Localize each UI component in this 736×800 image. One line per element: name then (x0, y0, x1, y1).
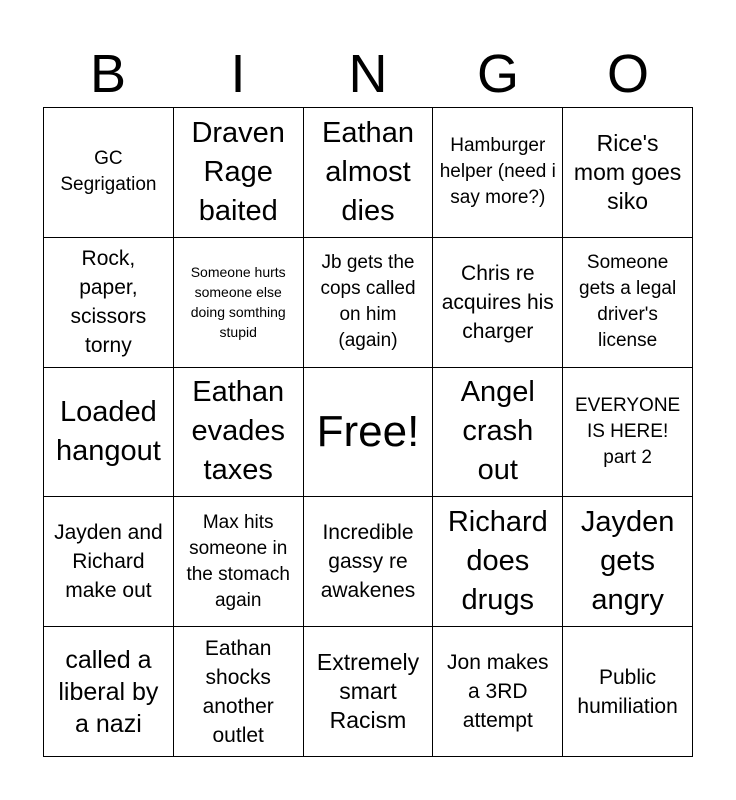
bingo-cell[interactable] (563, 238, 693, 368)
cell-text: called a liberal by a nazi (58, 645, 159, 738)
cell-text: Incredible gassy re awakenes (320, 521, 416, 603)
bingo-cell[interactable] (433, 627, 563, 757)
cell-text: Angel crash out (460, 376, 535, 487)
cell-text: Extremely smart Racism (316, 649, 420, 734)
bingo-cell[interactable] (44, 238, 174, 368)
cell-text: Hamburger helper (need i say more?) (439, 135, 556, 209)
cell-text: Max hits someone in the stomach again (186, 511, 290, 611)
bingo-cell[interactable] (174, 627, 304, 757)
cell-text: Chris re acquires his charger (441, 261, 554, 343)
header-letter-n: N (348, 44, 388, 104)
free-space-cell[interactable] (304, 368, 434, 498)
cell-text: Eathan almost dies (322, 116, 414, 227)
cell-text: Someone hurts someone else doing somthing stupid (190, 264, 286, 341)
cell-text: Someone gets a legal driver's license (579, 252, 677, 352)
cell-text: Draven Rage baited (191, 116, 285, 227)
bingo-cell[interactable] (433, 368, 563, 498)
bingo-header (43, 40, 693, 108)
header-letter-g: G (476, 44, 519, 104)
cell-text: Jayden and Richard make out (54, 521, 163, 603)
cell-text: Eathan shocks another outlet (202, 636, 274, 747)
free-space-text: Free! (316, 406, 420, 456)
header-letter-b: B (89, 44, 127, 104)
bingo-cell[interactable] (563, 497, 693, 627)
bingo-cell[interactable] (304, 497, 434, 627)
bingo-cell[interactable] (174, 368, 304, 498)
bingo-cell[interactable] (304, 238, 434, 368)
cell-text: Public humiliation (577, 665, 678, 718)
bingo-cell[interactable] (174, 238, 304, 368)
bingo-cell[interactable] (174, 108, 304, 238)
bingo-cell[interactable] (563, 108, 693, 238)
cell-text: Jon makes a 3RD attempt (447, 651, 549, 733)
cell-text: Loaded hangout (55, 395, 161, 467)
bingo-cell[interactable] (44, 627, 174, 757)
cell-text: Rock, paper, scissors torny (70, 247, 147, 358)
bingo-cell[interactable] (433, 108, 563, 238)
cell-text: Rice's mom goes siko (573, 129, 682, 214)
bingo-cell[interactable] (304, 627, 434, 757)
bingo-cell[interactable] (304, 108, 434, 238)
cell-text: Jayden gets angry (580, 506, 675, 617)
bingo-cell[interactable] (433, 238, 563, 368)
bingo-cell[interactable] (44, 108, 174, 238)
bingo-card-grid (43, 107, 693, 757)
cell-text: Eathan evades taxes (191, 376, 285, 487)
bingo-cell[interactable] (174, 497, 304, 627)
cell-text: GC Segrigation (60, 148, 157, 196)
bingo-cell[interactable] (433, 497, 563, 627)
header-letter-o: O (606, 44, 649, 104)
bingo-cell[interactable] (563, 627, 693, 757)
cell-text: Jb gets the cops called on him (again) (320, 252, 416, 352)
header-letter-i: I (230, 44, 246, 104)
bingo-cell[interactable] (563, 368, 693, 498)
cell-text: Richard does drugs (447, 506, 548, 617)
bingo-cell[interactable] (44, 368, 174, 498)
bingo-cell[interactable] (44, 497, 174, 627)
cell-text: EVERYONE IS HERE! part 2 (574, 394, 681, 468)
